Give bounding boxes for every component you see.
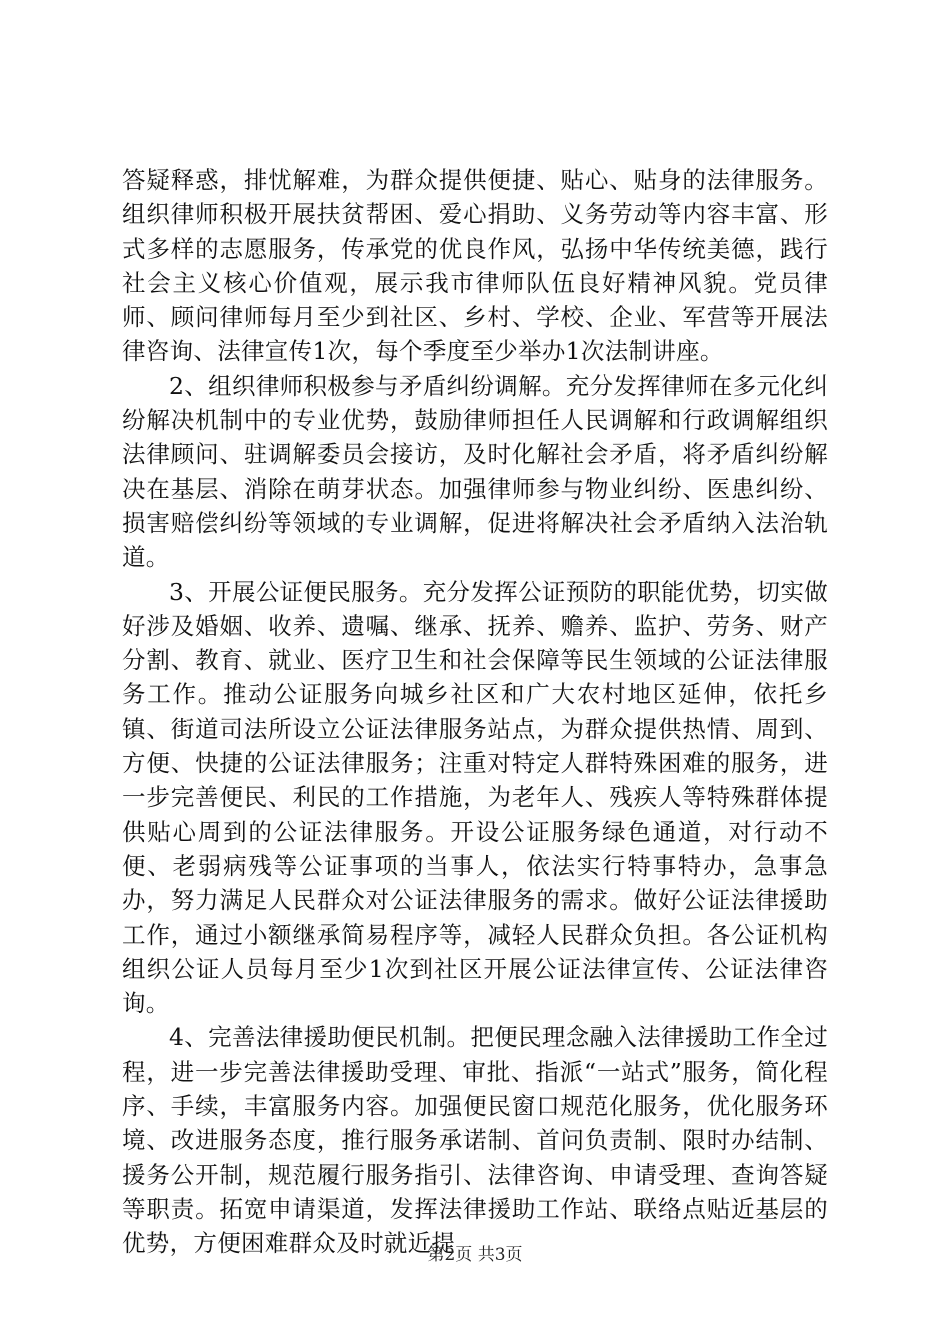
paragraph-notary-service: 3、开展公证便民服务。充分发挥公证预防的职能优势，切实做好涉及婚姻、收养、遗嘱、继承、抚养、赡养、监护、劳务、财产分割、教育、就业、医疗卫生和社会保障等民生领域的公证法律服务工作。推动公证服务向城乡社区和广大农村地区延伸，依托乡镇、街道司法所设立公证法律服务站点，为群众提供热情、周到、方便、快捷的公证法律服务；注重对特定人群特殊困难的服务，进一步完善便民、利民的工作措施，为老年人、残疾人等特殊群体提供贴心周到的公证法律服务。开设公证服务绿色通道，对行动不便、老弱病残等公证事项的当事人，依法实行特事特办，急事急办，努力满足人民群众对公证法律服务的需求。做好公证法律援助工作，通过小额继承简易程序等，减轻人民群众负担。各公证机构组织公证人员每月至少1次到社区开展公证法律宣传、公证法律咨询。 bbox=[122, 577, 828, 1018]
paragraph-lawyer-mediation: 2、组织律师积极参与矛盾纠纷调解。充分发挥律师在多元化纠纷解决机制中的专业优势，鼓励律师担任人民调解和行政调解组织法律顾问、驻调解委员会接访，及时化解社会矛盾，将矛盾纠纷解决在基层、消除在萌芽状态。加强律师参与物业纠纷、医患纠纷、损害赔偿纠纷等领域的专业调解，促进将解决社会矛盾纳入法治轨道。 bbox=[122, 371, 828, 572]
page-footer: 第2页 共3页 bbox=[427, 1245, 523, 1265]
paragraph-continuation: 答疑释惑，排忧解难，为群众提供便捷、贴心、贴身的法律服务。组织律师积极开展扶贫帮困、爱心捐助、义务劳动等内容丰富、形式多样的志愿服务，传承党的优良作风，弘扬中华传统美德，践行社会主义核心价值观，展示我市律师队伍良好精神风貌。党员律师、顾问律师每月至少到社区、乡村、学校、企业、军营等开展法律咨询、法律宣传1次，每个季度至少举办1次法制讲座。 bbox=[122, 166, 828, 366]
body-text bbox=[122, 163, 828, 1261]
paragraph-legal-aid: 4、完善法律援助便民机制。把便民理念融入法律援助工作全过程，进一步完善法律援助受理、审批、指派“一站式”服务，简化程序、手续，丰富服务内容。加强便民窗口规范化服务，优化服务环境、改进服务态度，推行服务承诺制、首问负责制、限时办结制、援务公开制，规范履行服务指引、法律咨询、申请受理、查询答疑等职责。拓宽申请渠道，发挥法律援助工作站、联络点贴近基层的优势，方便困难群众及时就近提 bbox=[122, 1023, 828, 1258]
